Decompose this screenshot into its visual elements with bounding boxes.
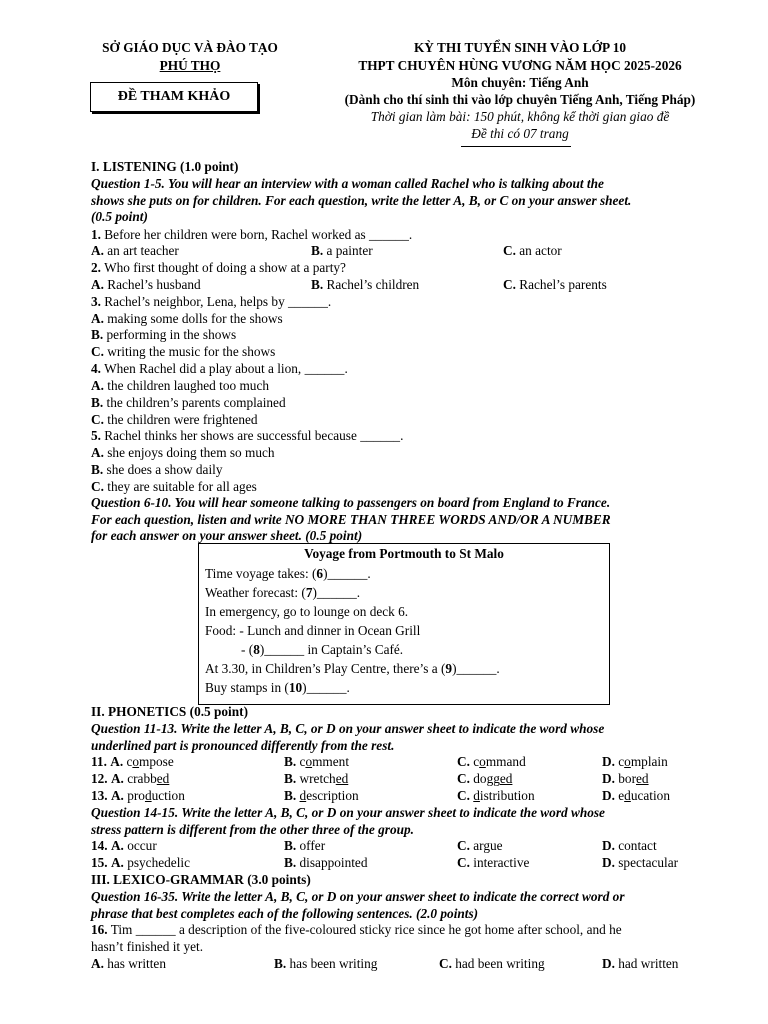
- question-stem: 2. Who first thought of doing a show at a party?: [91, 260, 346, 275]
- option-c: C. dogged: [457, 771, 513, 786]
- q1-5-instructions: Question 1-5. You will hear an interview with a woman called Rachel who is talking about the: [91, 176, 604, 191]
- q14-15-instructions: Question 14-15. Write the letter A, B, C, or D on your answer sheet to indicate the word whose: [91, 805, 605, 820]
- option-a: A. the children laughed too much: [91, 378, 269, 393]
- voyage-title: Voyage from Portmouth to St Malo: [304, 546, 504, 561]
- audience: (Dành cho thí sinh thi vào lớp chuyên Tiếng Anh, Tiếng Pháp): [344, 92, 696, 107]
- question-stem: 4. When Rachel did a play about a lion, ______.: [91, 361, 348, 376]
- header-divider: [461, 146, 571, 147]
- option-b: B. offer: [284, 838, 326, 853]
- q16-35-instructions: Question 16-35. Write the letter A, B, C, or D on your answer sheet to indicate the correct word or: [91, 889, 625, 904]
- option-c: C. writing the music for the shows: [91, 344, 276, 359]
- q11-13-instructions: Question 11-13. Write the letter A, B, C, or D on your answer sheet to indicate the word whose: [91, 721, 605, 736]
- voyage-row-cafe: - (8)______ in Captain’s Café.: [241, 642, 404, 657]
- option-c: C. Rachel’s parents: [503, 277, 607, 292]
- option-b: B. disappointed: [284, 855, 368, 870]
- option-b: B. comment: [284, 754, 350, 769]
- exam-title: KỲ THI TUYỂN SINH VÀO LỚP 10: [413, 40, 627, 55]
- school-year: THPT CHUYÊN HÙNG VƯƠNG NĂM HỌC 2025-2026: [358, 58, 682, 73]
- question-stem: 16. Tim ______ a description of the five-coloured sticky rice since he got home after school, and he: [91, 922, 622, 937]
- option-c: C. an actor: [503, 243, 562, 258]
- option-a: A. she enjoys doing them so much: [91, 445, 275, 460]
- province-name: PHÚ THỌ: [159, 58, 221, 73]
- option-b: B. description: [284, 788, 359, 803]
- option-b: B. performing in the shows: [91, 327, 237, 342]
- q6-10-instructions: For each question, listen and write NO MORE THAN THREE WORDS AND/OR A NUMBER: [91, 512, 611, 527]
- voyage-row-time: Time voyage takes: (6)______.: [205, 566, 371, 581]
- option-b: B. Rachel’s children: [311, 277, 420, 292]
- option-c: C. had been writing: [439, 956, 545, 971]
- q16-35-instructions: phrase that best completes each of the following sentences. (2.0 points): [91, 906, 479, 921]
- q1-5-instructions: shows she puts on for children. For each question, write the letter A, B, or C on your answer sheet.: [91, 193, 632, 208]
- option-c: C. they are suitable for all ages: [91, 479, 257, 494]
- option-a: A. has written: [91, 956, 166, 971]
- option-a: 15. A. psychedelic: [91, 855, 190, 870]
- question-stem: 1. Before her children were born, Rachel worked as ______.: [91, 227, 413, 242]
- department-name: SỞ GIÁO DỤC VÀ ĐÀO TẠO: [102, 40, 278, 55]
- q6-10-instructions: for each answer on your answer sheet. (0.5 point): [91, 528, 363, 543]
- option-a: A. Rachel’s husband: [91, 277, 201, 292]
- question-stem: hasn’t finished it yet.: [91, 939, 204, 954]
- option-d: D. bored: [602, 771, 649, 786]
- option-b: B. the children’s parents complained: [91, 395, 286, 410]
- option-d: D. spectacular: [602, 855, 679, 870]
- voyage-row-weather: Weather forecast: (7)______.: [205, 585, 361, 600]
- option-b: B. has been writing: [274, 956, 378, 971]
- question-stem: 3. Rachel’s neighbor, Lena, helps by ______.: [91, 294, 332, 309]
- option-c: C. distribution: [457, 788, 535, 803]
- option-a: A. an art teacher: [91, 243, 179, 258]
- option-c: C. command: [457, 754, 526, 769]
- q11-13-instructions: underlined part is pronounced differently from the rest.: [91, 738, 395, 753]
- option-a: 12. A. crabbed: [91, 771, 170, 786]
- reference-exam-label: ĐỀ THAM KHẢO: [90, 82, 258, 112]
- voyage-row-emergency: In emergency, go to lounge on deck 6.: [205, 604, 409, 619]
- option-d: D. had written: [602, 956, 679, 971]
- option-b: B. a painter: [311, 243, 373, 258]
- option-a: 11. A. compose: [91, 754, 174, 769]
- section-phonetics-title: II. PHONETICS (0.5 point): [91, 704, 249, 719]
- question-stem: 5. Rachel thinks her shows are successful because ______.: [91, 428, 404, 443]
- voyage-row-food: Food: - Lunch and dinner in Ocean Grill: [205, 623, 421, 638]
- q6-10-instructions: Question 6-10. You will hear someone talking to passengers on board from England to France.: [91, 495, 611, 510]
- subject: Môn chuyên: Tiếng Anh: [451, 75, 589, 90]
- option-a: 14. A. occur: [91, 838, 157, 853]
- voyage-row-play-centre: At 3.30, in Children’s Play Centre, there’s a (9)______.: [205, 661, 500, 676]
- option-b: B. she does a show daily: [91, 462, 223, 477]
- option-c: C. the children were frightened: [91, 412, 258, 427]
- option-b: B. wretched: [284, 771, 349, 786]
- voyage-row-stamps: Buy stamps in (10)______.: [205, 680, 350, 695]
- option-d: D. education: [602, 788, 670, 803]
- q14-15-instructions: stress pattern is different from the other three of the group.: [91, 822, 414, 837]
- q1-5-instructions: (0.5 point): [91, 209, 148, 224]
- option-c: C. argue: [457, 838, 503, 853]
- section-listening-title: I. LISTENING (1.0 point): [91, 159, 239, 174]
- option-d: D. contact: [602, 838, 657, 853]
- option-c: C. interactive: [457, 855, 530, 870]
- page-count: Đề thi có 07 trang: [471, 126, 569, 141]
- time-allowed: Thời gian làm bài: 150 phút, không kể thời gian giao đề: [370, 109, 670, 124]
- voyage-info-box: [198, 543, 610, 705]
- section-lexico-title: III. LEXICO-GRAMMAR (3.0 points): [91, 872, 311, 887]
- option-d: D. complain: [602, 754, 668, 769]
- option-a: 13. A. production: [91, 788, 185, 803]
- option-a: A. making some dolls for the shows: [91, 311, 283, 326]
